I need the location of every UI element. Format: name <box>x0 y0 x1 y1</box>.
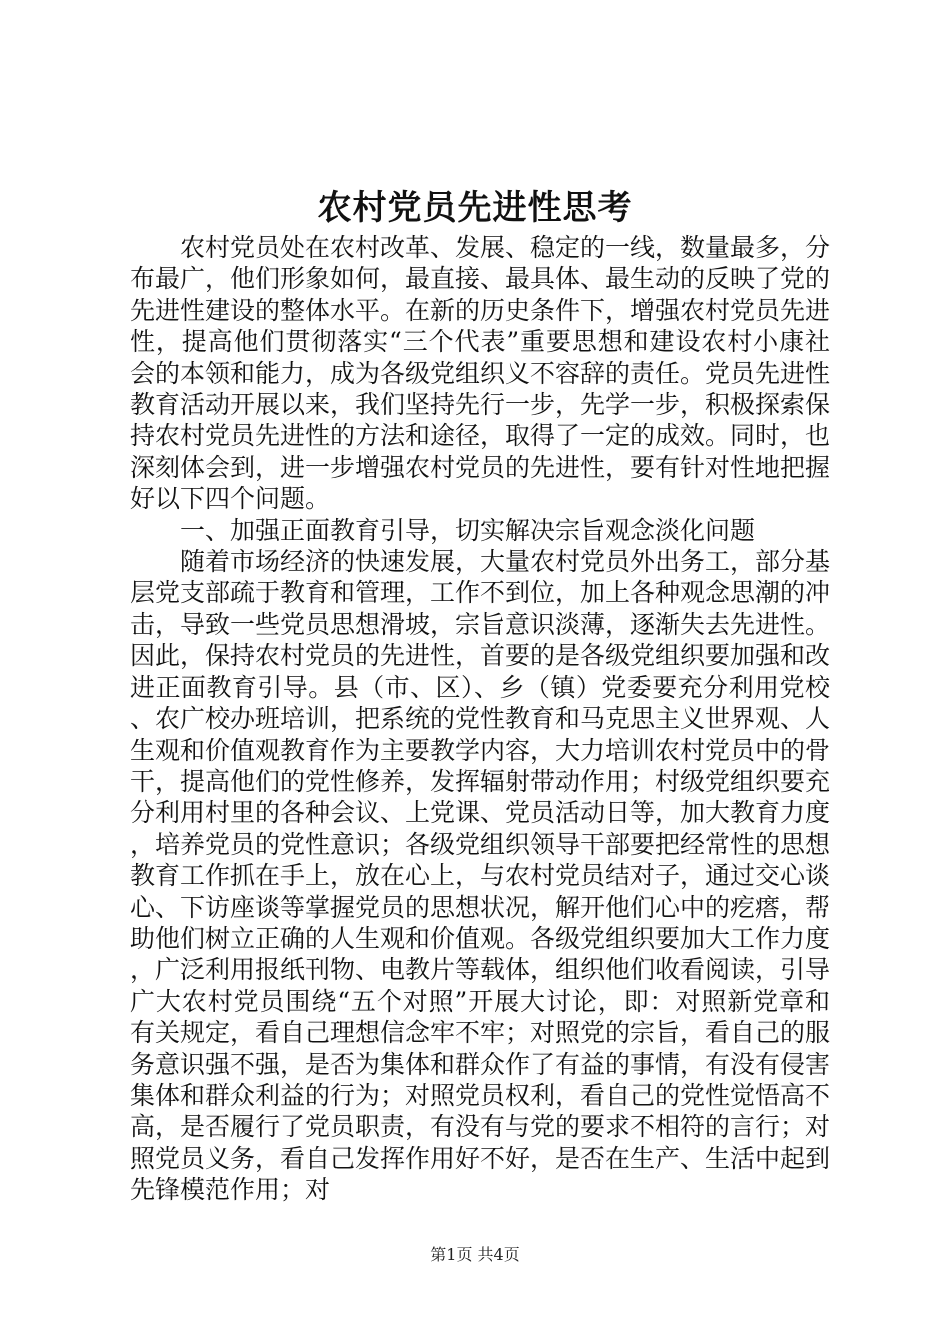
page-number: 第1页 共4页 <box>430 1245 520 1264</box>
document-body <box>130 232 830 1206</box>
section-paragraph: 随着市场经济的快速发展，大量农村党员外出务工，部分基层党支部疏于教育和管理，工作不到位，加上各种观念思潮的冲击，导致一些党员思想滑坡，宗旨意识淡薄，逐渐失去先进性。因此，保持农村党员的先进性，首要的是各级党组织要加强和改进正面教育引导。县（市、区）、乡（镇）党委要充分利用党校、农广校办班培训，把系统的党性教育和马克思主义世界观、人生观和价值观教育作为主要教学内容，大力培训农村党员中的骨干，提高他们的党性修养，发挥辐射带动作用；村级党组织要充分利用村里的各种会议、上党课、党员活动日等，加大教育力度，培养党员的党性意识；各级党组织领导干部要把经常性的思想教育工作抓在手上，放在心上，与农村党员结对子，通过交心谈心、下访座谈等掌握党员的思想状况，解开他们心中的疙瘩，帮助他们树立正确的人生观和价值观。各级党组织要加大工作力度，广泛利用报纸刊物、电教片等载体，组织他们收看阅读，引导广大农村党员围绕“五个对照”开展大讨论，即：对照新党章和有关规定，看自己理想信念牢不牢；对照党的宗旨，看自己的服务意识强不强，是否为集体和群众作了有益的事情，有没有侵害集体和群众利益的行为；对照党员权利，看自己的党性觉悟高不高，是否履行了党员职责，有没有与党的要求不相符的言行；对照党员义务，看自己发挥作用好不好，是否在生产、生活中起到先锋模范作用；对 <box>130 547 831 1205</box>
intro-paragraph: 农村党员处在农村改革、发展、稳定的一线，数量最多，分布最广，他们形象如何，最直接、最具体、最生动的反映了党的先进性建设的整体水平。在新的历史条件下，增强农村党员先进性，提高他们贯彻落实“三个代表”重要思想和建设农村小康社会的本领和能力，成为各级党组织义不容辞的责任。党员先进性教育活动开展以来，我们坚持先行一步，先学一步，积极探索保持农村党员先进性的方法和途径，取得了一定的成效。同时，也深刻体会到，进一步增强农村党员的先进性，要有针对性地把握好以下四个问题。 <box>130 233 831 514</box>
document-title: 农村党员先进性思考 <box>317 188 633 228</box>
section-heading: 一、加强正面教育引导，切实解决宗旨观念淡化问题 <box>180 515 756 545</box>
